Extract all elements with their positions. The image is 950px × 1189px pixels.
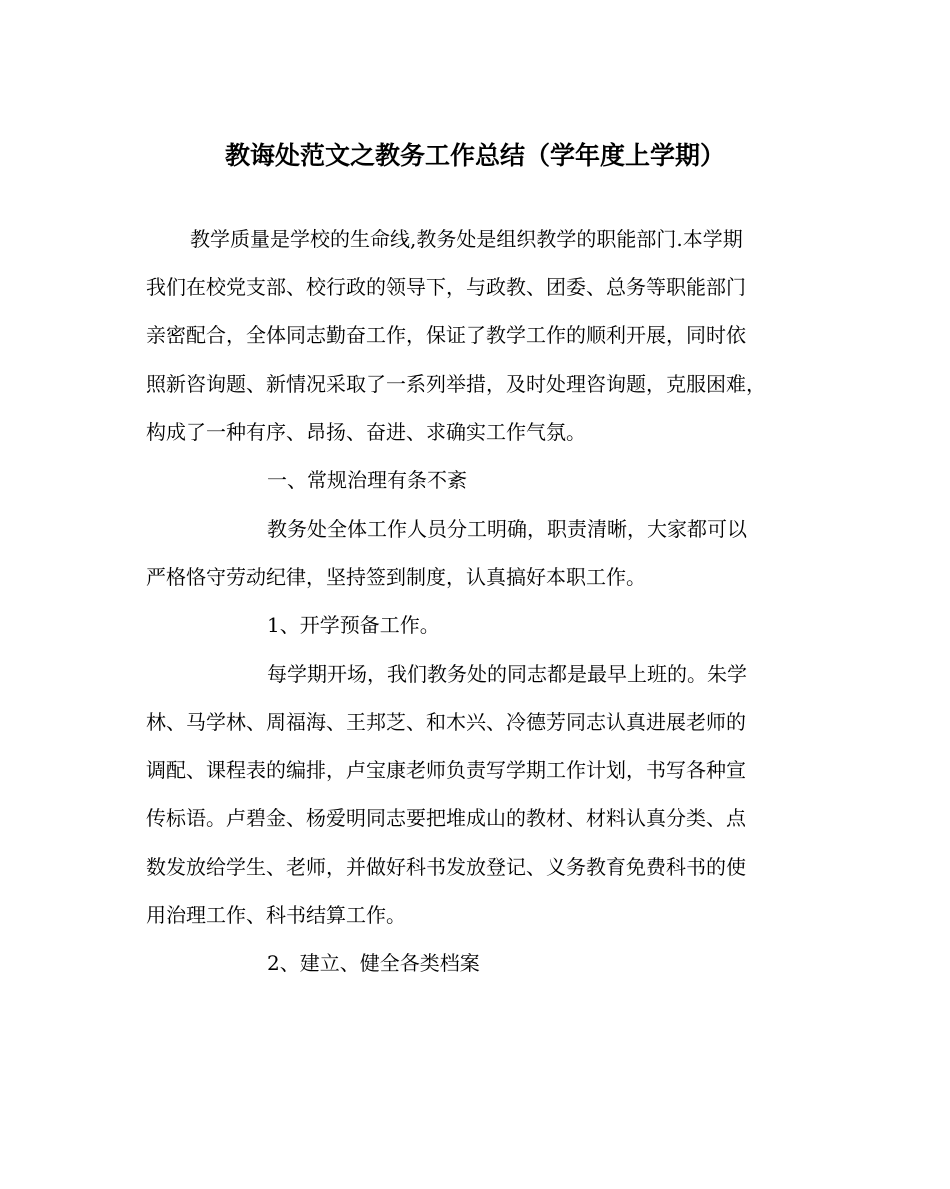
paragraph-line: 传标语。卢碧金、杨爱明同志要把堆成山的教材、材料认真分类、点 [146,806,746,830]
paragraph-line: 亲密配合，全体同志勤奋工作，保证了教学工作的顺利开展，同时依 [146,323,746,347]
subsection-heading: 2、建立、健全各类档案 [267,951,480,975]
paragraph-line: 教学质量是学校的生命线,教务处是组织教学的职能部门.本学期 [190,227,743,251]
paragraph-line: 构成了一种有序、昂扬、奋进、求确实工作气氛。 [146,420,586,444]
paragraph-line: 调配、课程表的编排，卢宝康老师负责写学期工作计划，书写各种宣 [146,758,746,782]
paragraph-line: 数发放给学生、老师，并做好科书发放登记、义务教育免费科书的使 [146,855,746,879]
section-heading: 一、常规治理有条不紊 [267,468,467,492]
document-title: 教诲处范文之教务工作总结（学年度上学期） [224,141,725,170]
paragraph-line: 用治理工作、科书结算工作。 [146,903,406,927]
paragraph-line: 严格恪守劳动纪律，坚持签到制度，认真搞好本职工作。 [146,565,646,589]
paragraph-line: 每学期开场，我们教务处的同志都是最早上班的。朱学 [267,662,747,686]
paragraph-line: 林、马学林、周福海、王邦芝、和木兴、冷德芳同志认真进展老师的 [146,710,746,734]
subsection-heading: 1、开学预备工作。 [267,613,440,637]
paragraph-line: 我们在校党支部、校行政的领导下，与政教、团委、总务等职能部门 [146,275,746,299]
paragraph-line: 教务处全体工作人员分工明确，职责清晰，大家都可以 [267,517,747,541]
paragraph-line: 照新咨询题、新情况采取了一系列举措，及时处理咨询题，克服困难， [146,372,766,396]
